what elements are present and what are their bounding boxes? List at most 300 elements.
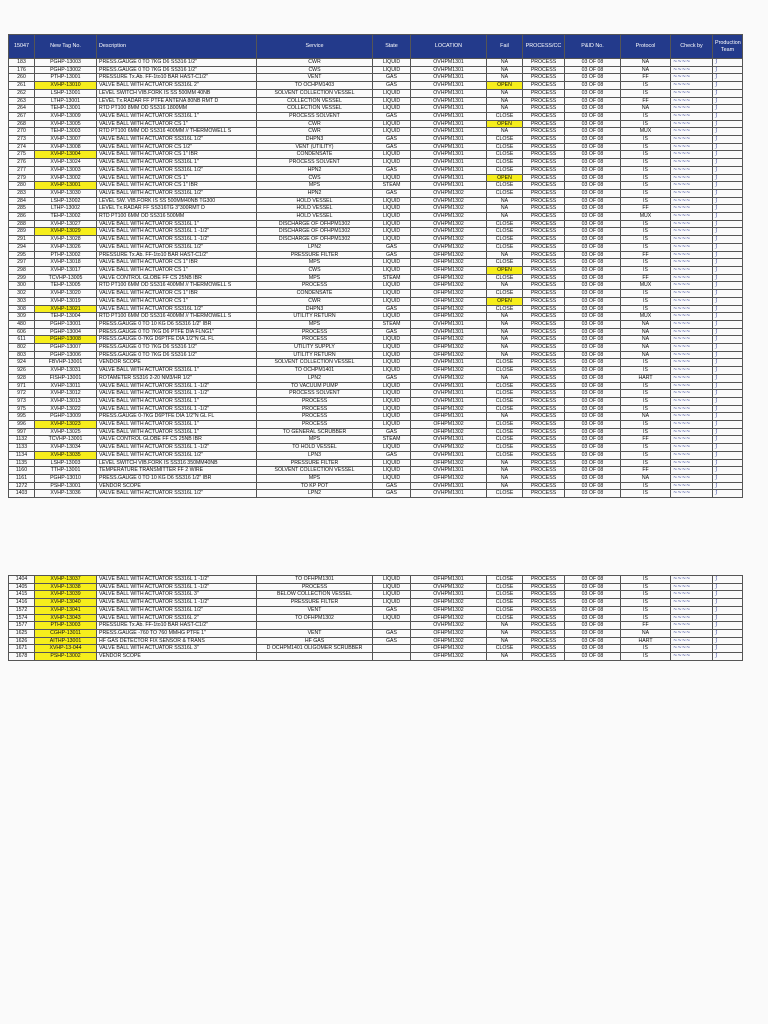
sr-no-cell: 1404: [9, 576, 35, 584]
description-cell: VALVE BALL WITH ACTUATOR SS316L 1": [97, 397, 257, 405]
description-cell: VALVE BALL WITH ACTUATOR SS316L 1/2": [97, 136, 257, 144]
protocol-cell: HART: [621, 374, 671, 382]
description-cell: VALVE BALL WITH ACTUATOR SS316L 1 -1/2": [97, 583, 257, 591]
handwritten-signature: ~~~~: [673, 367, 691, 374]
location-cell: OVHPM1302: [411, 228, 487, 236]
handwritten-signature: ~~~~: [673, 614, 691, 621]
pid-cell: 03 OF 08: [565, 629, 621, 637]
production-team-cell: [713, 591, 743, 599]
service-cell: VENT: [257, 74, 373, 82]
handwritten-signature: ⟆: [715, 614, 718, 621]
description-cell: VENDOR SCOPE: [97, 359, 257, 367]
checklist-table: [8, 34, 743, 498]
tag-cell: XVHP-13023: [35, 421, 97, 429]
state-cell: LIQUID: [373, 266, 411, 274]
check-by-cell: [671, 467, 713, 475]
pid-cell: 03 OF 08: [565, 490, 621, 498]
fail-cell: CLOSE: [487, 421, 523, 429]
process-cell: PROCESS: [523, 59, 565, 67]
tag-cell: XVHP-13003: [35, 166, 97, 174]
tag-cell: XVHP-13008: [35, 143, 97, 151]
handwritten-signature: ⟆: [715, 591, 718, 598]
handwritten-signature: ~~~~: [673, 290, 691, 297]
sr-no-cell: 997: [9, 428, 35, 436]
table-row: [9, 105, 743, 113]
fail-cell: NA: [487, 622, 523, 630]
process-cell: PROCESS: [523, 89, 565, 97]
process-cell: PROCESS: [523, 159, 565, 167]
pid-cell: 03 OF 08: [565, 328, 621, 336]
handwritten-signature: ~~~~: [673, 622, 691, 629]
description-cell: VALVE BALL WITH ACTUATOR SS316L 1": [97, 428, 257, 436]
pid-cell: 03 OF 08: [565, 213, 621, 221]
check-by-cell: [671, 82, 713, 90]
col-header: Protocol: [621, 35, 671, 59]
service-cell: CWR: [257, 59, 373, 67]
handwritten-signature: ~~~~: [673, 459, 691, 466]
sr-no-cell: 308: [9, 305, 35, 313]
tag-cell: XVHP-13007: [35, 136, 97, 144]
tag-cell: XVHP-13035: [35, 451, 97, 459]
check-by-cell: [671, 622, 713, 630]
process-cell: PROCESS: [523, 112, 565, 120]
location-cell: OFHPM1302: [411, 351, 487, 359]
service-cell: PROCESS SOLVENT: [257, 159, 373, 167]
state-cell: LIQUID: [373, 159, 411, 167]
process-cell: PROCESS: [523, 637, 565, 645]
production-team-cell: [713, 305, 743, 313]
table-row: [9, 606, 743, 614]
table-row: [9, 151, 743, 159]
pid-cell: 03 OF 08: [565, 74, 621, 82]
handwritten-signature: ~~~~: [673, 637, 691, 644]
handwritten-signature: ⟆: [715, 297, 718, 304]
production-team-cell: [713, 174, 743, 182]
location-cell: OVHPM1301: [411, 182, 487, 190]
protocol-cell: MUX: [621, 128, 671, 136]
tag-cell: PGHP-13010: [35, 474, 97, 482]
table-row: [9, 359, 743, 367]
sr-no-cell: 267: [9, 112, 35, 120]
fail-cell: NA: [487, 59, 523, 67]
production-team-cell: [713, 205, 743, 213]
table-row: [9, 197, 743, 205]
production-team-cell: [713, 490, 743, 498]
handwritten-signature: ⟆: [715, 629, 718, 636]
production-team-cell: [713, 243, 743, 251]
description-cell: VALVE BALL WITH ACTUATOR CS 1" IBR: [97, 151, 257, 159]
production-team-cell: [713, 444, 743, 452]
description-cell: VALVE BALL WITH ACTUATOR SS316L 2": [97, 82, 257, 90]
pid-cell: 03 OF 08: [565, 320, 621, 328]
protocol-cell: NA: [621, 474, 671, 482]
state-cell: GAS: [373, 74, 411, 82]
state-cell: GAS: [373, 189, 411, 197]
check-by-cell: [671, 189, 713, 197]
production-team-cell: [713, 159, 743, 167]
table-row: [9, 282, 743, 290]
handwritten-signature: ~~~~: [673, 189, 691, 196]
location-cell: OFHPM1302: [411, 282, 487, 290]
fail-cell: CLOSE: [487, 436, 523, 444]
handwritten-signature: ~~~~: [673, 374, 691, 381]
description-cell: LEVEL SWITCH VIB.FORK IS SS 500MM 40NB: [97, 89, 257, 97]
table-row: [9, 128, 743, 136]
pid-cell: 03 OF 08: [565, 467, 621, 475]
col-header: State: [373, 35, 411, 59]
protocol-cell: NA: [621, 351, 671, 359]
protocol-cell: IS: [621, 197, 671, 205]
check-by-cell: [671, 637, 713, 645]
production-team-cell: [713, 112, 743, 120]
check-by-cell: [671, 436, 713, 444]
process-cell: PROCESS: [523, 367, 565, 375]
handwritten-signature: ~~~~: [673, 413, 691, 420]
table-row: [9, 189, 743, 197]
description-cell: VALVE BALL WITH ACTUATOR SS316L 1/2": [97, 305, 257, 313]
tag-cell: XVHP-13040: [35, 599, 97, 607]
handwritten-signature: ~~~~: [673, 136, 691, 143]
handwritten-signature: ⟆: [715, 136, 718, 143]
table-row: [9, 474, 743, 482]
fail-cell: OPEN: [487, 120, 523, 128]
fail-cell: NA: [487, 653, 523, 661]
pid-cell: 03 OF 08: [565, 105, 621, 113]
handwritten-signature: ⟆: [715, 220, 718, 227]
location-cell: OFHPM1302: [411, 259, 487, 267]
state-cell: LIQUID: [373, 205, 411, 213]
process-cell: PROCESS: [523, 66, 565, 74]
handwritten-signature: ⟆: [715, 266, 718, 273]
check-by-cell: [671, 159, 713, 167]
location-cell: OFHPM1301: [411, 413, 487, 421]
handwritten-signature: ⟆: [715, 89, 718, 96]
fail-cell: NA: [487, 344, 523, 352]
table-row: [9, 74, 743, 82]
location-cell: OVHPM1302: [411, 220, 487, 228]
process-cell: PROCESS: [523, 444, 565, 452]
check-by-cell: [671, 645, 713, 653]
check-by-cell: [671, 606, 713, 614]
process-cell: PROCESS: [523, 614, 565, 622]
handwritten-signature: ~~~~: [673, 159, 691, 166]
handwritten-signature: ⟆: [715, 82, 718, 89]
tag-cell: XVHP-13012: [35, 390, 97, 398]
fail-cell: NA: [487, 213, 523, 221]
protocol-cell: IS: [621, 490, 671, 498]
pid-cell: 03 OF 08: [565, 374, 621, 382]
table-row: [9, 159, 743, 167]
tag-cell: TEHP-13005: [35, 282, 97, 290]
state-cell: LIQUID: [373, 66, 411, 74]
check-by-cell: [671, 251, 713, 259]
service-cell: D OCHPM1401 OLIGOMER SCRUBBER: [257, 645, 373, 653]
handwritten-signature: ⟆: [715, 228, 718, 235]
tag-cell: XVHP-13039: [35, 591, 97, 599]
state-cell: LIQUID: [373, 413, 411, 421]
process-cell: PROCESS: [523, 151, 565, 159]
tag-cell: XVHP-13036: [35, 490, 97, 498]
location-cell: OVHPM1301: [411, 328, 487, 336]
tag-cell: XVHP-13025: [35, 428, 97, 436]
tag-cell: PTHP-13003: [35, 622, 97, 630]
protocol-cell: FF: [621, 251, 671, 259]
handwritten-signature: ⟆: [715, 413, 718, 420]
handwritten-signature: ~~~~: [673, 451, 691, 458]
handwritten-signature: ⟆: [715, 66, 718, 73]
process-cell: PROCESS: [523, 413, 565, 421]
process-cell: PROCESS: [523, 428, 565, 436]
location-cell: OFHPM1302: [411, 367, 487, 375]
production-team-cell: [713, 59, 743, 67]
location-cell: OVHPM1302: [411, 374, 487, 382]
handwritten-signature: ~~~~: [673, 213, 691, 220]
description-cell: PRESS.GAUGE 0 TO 10 KG D6 SS316 1/2" IBR: [97, 474, 257, 482]
pid-cell: 03 OF 08: [565, 645, 621, 653]
handwritten-signature: ~~~~: [673, 305, 691, 312]
location-cell: OVHPM1302: [411, 444, 487, 452]
tag-cell: FBVHP-13001: [35, 359, 97, 367]
sr-no-cell: 1160: [9, 467, 35, 475]
service-cell: HPN2: [257, 189, 373, 197]
table-row: [9, 236, 743, 244]
pid-cell: 03 OF 08: [565, 653, 621, 661]
table-row: [9, 428, 743, 436]
pid-cell: 03 OF 08: [565, 151, 621, 159]
table-row: [9, 220, 743, 228]
pid-cell: 03 OF 08: [565, 182, 621, 190]
state-cell: LIQUID: [373, 174, 411, 182]
sr-no-cell: 264: [9, 105, 35, 113]
description-cell: RTD PT100 8MM OD SS316 1800MM: [97, 105, 257, 113]
protocol-cell: IS: [621, 451, 671, 459]
production-team-cell: [713, 421, 743, 429]
handwritten-signature: ⟆: [715, 128, 718, 135]
protocol-cell: IS: [621, 189, 671, 197]
service-cell: PRESSURE FILTER: [257, 459, 373, 467]
handwritten-signature: ~~~~: [673, 482, 691, 489]
fail-cell: NA: [487, 637, 523, 645]
fail-cell: NA: [487, 89, 523, 97]
sr-no-cell: 1574: [9, 614, 35, 622]
state-cell: LIQUID: [373, 128, 411, 136]
tag-cell: XVHP-13010: [35, 82, 97, 90]
production-team-cell: [713, 390, 743, 398]
location-cell: OFHPM1302: [411, 313, 487, 321]
process-cell: PROCESS: [523, 606, 565, 614]
table-row: [9, 367, 743, 375]
tag-cell: XVHP-13004: [35, 151, 97, 159]
sr-no-cell: 1577: [9, 622, 35, 630]
fail-cell: CLOSE: [487, 490, 523, 498]
state-cell: GAS: [373, 374, 411, 382]
tag-cell: PTHP-13002: [35, 251, 97, 259]
location-cell: OVHPM1301: [411, 136, 487, 144]
handwritten-signature: ~~~~: [673, 205, 691, 212]
state-cell: LIQUID: [373, 421, 411, 429]
production-team-cell: [713, 120, 743, 128]
service-cell: HOLD VESSEL: [257, 213, 373, 221]
check-by-cell: [671, 583, 713, 591]
service-cell: CONDENSATE: [257, 290, 373, 298]
service-cell: PRESSURE FILTER: [257, 599, 373, 607]
service-cell: [257, 653, 373, 661]
process-cell: PROCESS: [523, 629, 565, 637]
sr-no-cell: 1135: [9, 459, 35, 467]
check-by-cell: [671, 374, 713, 382]
process-cell: PROCESS: [523, 197, 565, 205]
handwritten-signature: ~~~~: [673, 629, 691, 636]
table-row: [9, 405, 743, 413]
fail-cell: NA: [487, 351, 523, 359]
table-row: [9, 313, 743, 321]
state-cell: GAS: [373, 243, 411, 251]
process-cell: PROCESS: [523, 82, 565, 90]
description-cell: VALVE CONTROL GLOBE FF CS 25NB IBR: [97, 274, 257, 282]
service-cell: LPN2: [257, 490, 373, 498]
state-cell: STEAM: [373, 274, 411, 282]
production-team-cell: [713, 66, 743, 74]
description-cell: PRESS.GAUGE -760 TO 760 MMHG PTFE 1": [97, 629, 257, 637]
handwritten-signature: ~~~~: [673, 251, 691, 258]
state-cell: LIQUID: [373, 444, 411, 452]
fail-cell: NA: [487, 474, 523, 482]
location-cell: OFHPM1302: [411, 629, 487, 637]
handwritten-signature: ⟆: [715, 97, 718, 104]
fail-cell: NA: [487, 467, 523, 475]
fail-cell: CLOSE: [487, 645, 523, 653]
location-cell: OVHPM1301: [411, 97, 487, 105]
production-team-cell: [713, 197, 743, 205]
sr-no-cell: 802: [9, 344, 35, 352]
pid-cell: 03 OF 08: [565, 266, 621, 274]
fail-cell: CLOSE: [487, 182, 523, 190]
protocol-cell: IS: [621, 428, 671, 436]
handwritten-signature: ~~~~: [673, 274, 691, 281]
protocol-cell: IS: [621, 112, 671, 120]
pid-cell: 03 OF 08: [565, 421, 621, 429]
table-row: [9, 97, 743, 105]
process-cell: PROCESS: [523, 336, 565, 344]
check-by-cell: [671, 143, 713, 151]
state-cell: LIQUID: [373, 467, 411, 475]
process-cell: PROCESS: [523, 274, 565, 282]
fail-cell: CLOSE: [487, 444, 523, 452]
production-team-cell: [713, 128, 743, 136]
state-cell: LIQUID: [373, 89, 411, 97]
check-by-cell: [671, 390, 713, 398]
fail-cell: NA: [487, 97, 523, 105]
check-by-cell: [671, 136, 713, 144]
tag-cell: PGHP-13002: [35, 66, 97, 74]
description-cell: PRESS.GAUGE 0-7KG D6PTFE DIA 1/2"N GL FL: [97, 336, 257, 344]
description-cell: VALVE BALL WITH ACTUATOR SS316L 1/2": [97, 451, 257, 459]
handwritten-signature: ⟆: [715, 259, 718, 266]
process-cell: PROCESS: [523, 189, 565, 197]
handwritten-signature: ⟆: [715, 159, 718, 166]
fail-cell: CLOSE: [487, 166, 523, 174]
handwritten-signature: ⟆: [715, 197, 718, 204]
service-cell: COLLECTION VESSEL: [257, 105, 373, 113]
production-team-cell: [713, 467, 743, 475]
location-cell: OFHPM1302: [411, 459, 487, 467]
table-row: [9, 459, 743, 467]
location-cell: OFHPM1302: [411, 606, 487, 614]
pid-cell: 03 OF 08: [565, 459, 621, 467]
description-cell: LEVEL SW. VIB.FORK IS SS 500MM40NB TG300: [97, 197, 257, 205]
tag-cell: XVHP-13002: [35, 174, 97, 182]
handwritten-signature: ~~~~: [673, 243, 691, 250]
description-cell: RTD PT100 6MM OD SS316 500MM: [97, 213, 257, 221]
location-cell: OVHPM1301: [411, 390, 487, 398]
location-cell: OVHPM1301: [411, 112, 487, 120]
process-cell: PROCESS: [523, 143, 565, 151]
pid-cell: 03 OF 08: [565, 390, 621, 398]
table-row: [9, 120, 743, 128]
state-cell: LIQUID: [373, 105, 411, 113]
fail-cell: NA: [487, 320, 523, 328]
description-cell: PRESS.GAUGE 0 TO 7KG D6 SS316 1/2": [97, 351, 257, 359]
pid-cell: 03 OF 08: [565, 591, 621, 599]
check-by-cell: [671, 305, 713, 313]
tag-cell: XVHP-13009: [35, 112, 97, 120]
location-cell: OVHPM1301: [411, 591, 487, 599]
check-by-cell: [671, 274, 713, 282]
check-by-cell: [671, 451, 713, 459]
state-cell: LIQUID: [373, 213, 411, 221]
service-cell: PROCESS: [257, 413, 373, 421]
service-cell: MPS: [257, 274, 373, 282]
sr-no-cell: 291: [9, 236, 35, 244]
sr-no-cell: 309: [9, 313, 35, 321]
pid-cell: 03 OF 08: [565, 576, 621, 584]
col-header: PROCESS/CC: [523, 35, 565, 59]
table-row: [9, 205, 743, 213]
protocol-cell: FF: [621, 622, 671, 630]
description-cell: VENDOR SCOPE: [97, 482, 257, 490]
production-team-cell: [713, 614, 743, 622]
process-cell: PROCESS: [523, 213, 565, 221]
table-row: [9, 290, 743, 298]
fail-cell: NA: [487, 205, 523, 213]
location-cell: OVHPM1301: [411, 467, 487, 475]
sr-no-cell: 270: [9, 128, 35, 136]
check-by-cell: [671, 266, 713, 274]
handwritten-signature: ⟆: [715, 143, 718, 150]
check-by-cell: [671, 576, 713, 584]
state-cell: LIQUID: [373, 359, 411, 367]
location-cell: OVHPM1301: [411, 151, 487, 159]
table-row: [9, 444, 743, 452]
tag-cell: PGHP-13009: [35, 413, 97, 421]
protocol-cell: IS: [621, 143, 671, 151]
fail-cell: CLOSE: [487, 290, 523, 298]
service-cell: CWS: [257, 66, 373, 74]
service-cell: HOLD VESSEL: [257, 197, 373, 205]
service-cell: CWR: [257, 120, 373, 128]
table-row: [9, 614, 743, 622]
tag-cell: XVHP-13037: [35, 576, 97, 584]
description-cell: VALVE BALL WITH ACTUATOR SS316L 1": [97, 112, 257, 120]
service-cell: MPS: [257, 259, 373, 267]
handwritten-signature: ⟆: [715, 305, 718, 312]
check-by-cell: [671, 97, 713, 105]
fail-cell: CLOSE: [487, 390, 523, 398]
check-by-cell: [671, 197, 713, 205]
service-cell: PROCESS: [257, 397, 373, 405]
production-team-cell: [713, 189, 743, 197]
pid-cell: 03 OF 08: [565, 197, 621, 205]
